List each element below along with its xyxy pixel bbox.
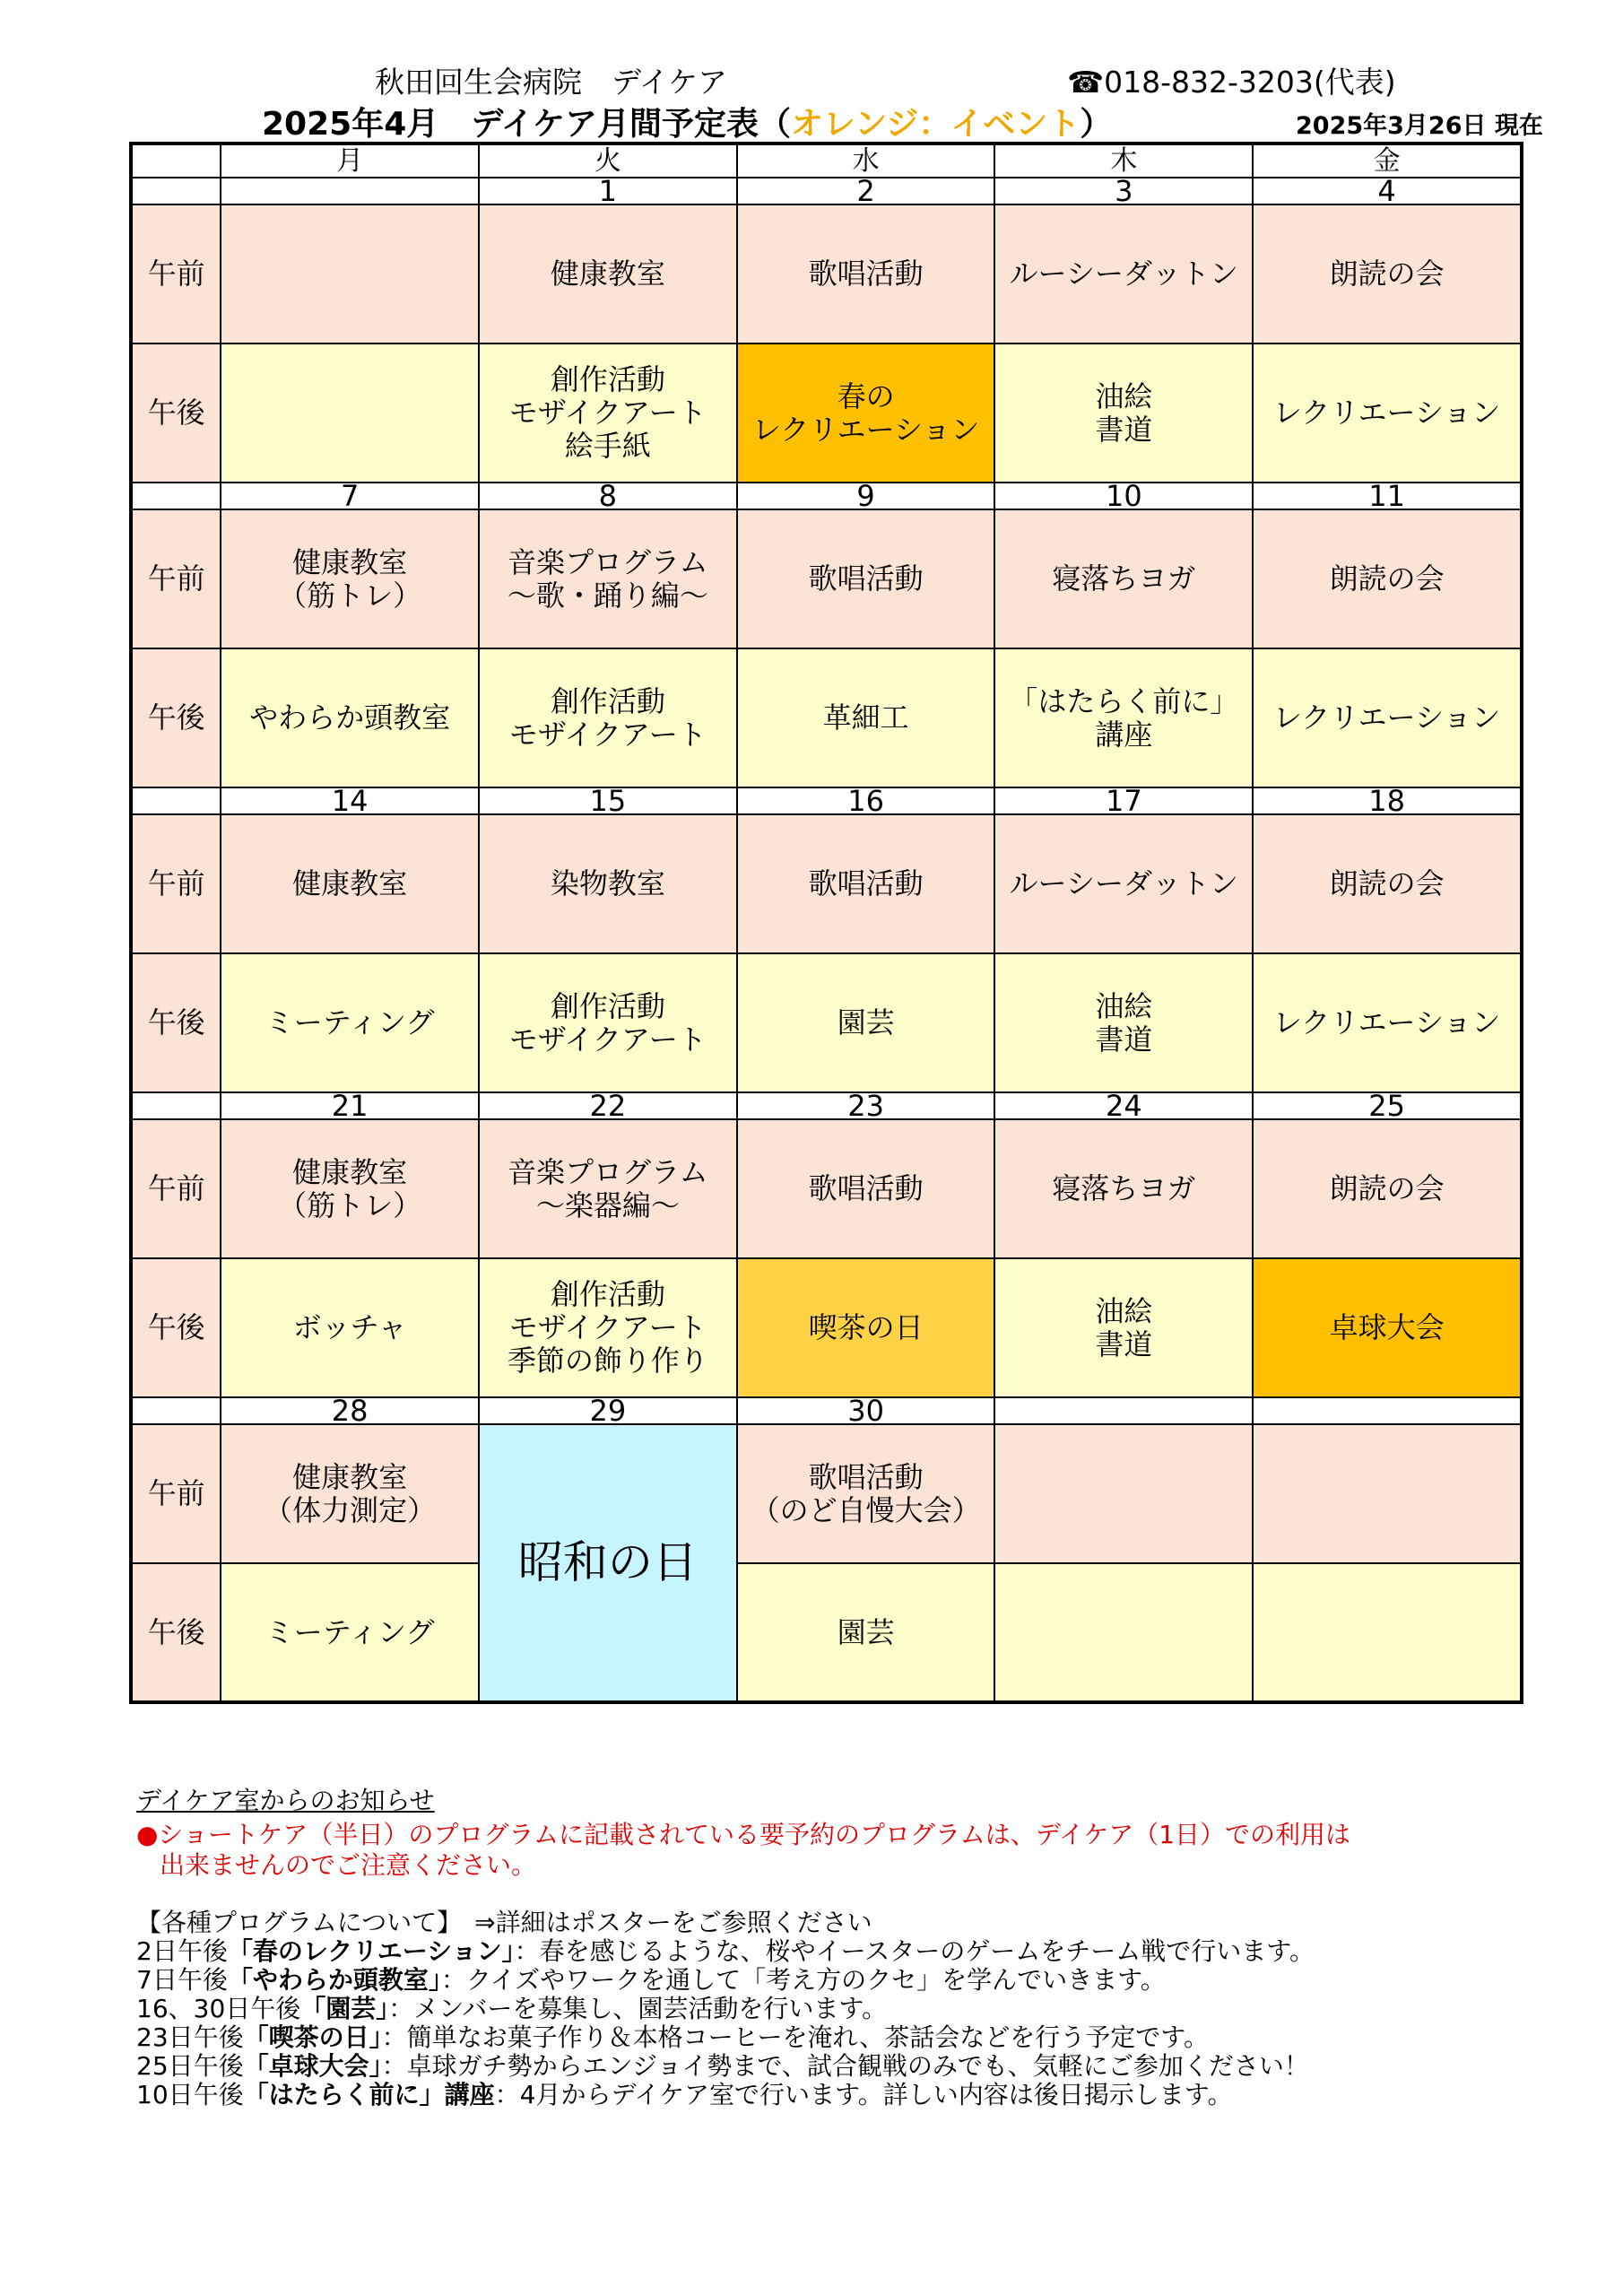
am-label: 午前 [131, 204, 221, 344]
date-cell: 15 [479, 787, 737, 814]
schedule-line: 寝落ちヨガ [1052, 561, 1196, 596]
schedule-cell [221, 953, 479, 1092]
schedule-line: 書道 [1095, 1326, 1153, 1361]
schedule-line: レクリエーション [751, 412, 980, 447]
schedule-line: 創作活動 [550, 988, 665, 1023]
corner-cell [131, 144, 221, 178]
schedule-line: ルーシーダットン [1009, 866, 1238, 900]
schedule-cell [994, 814, 1253, 953]
date-cell: 30 [737, 1397, 995, 1424]
date-cell: 14 [221, 787, 479, 814]
schedule-line: 健康教室 [292, 866, 408, 900]
schedule-cell [994, 1424, 1253, 1563]
schedule-cell [479, 814, 737, 953]
date-cell: 1 [479, 178, 737, 204]
schedule-cell [221, 1563, 479, 1702]
schedule-line: 絵手紙 [564, 429, 651, 463]
schedule-cell [1253, 1258, 1522, 1397]
schedule-line: （筋トレ） [278, 1187, 422, 1222]
schedule-line: レクリエーション [1272, 1005, 1501, 1039]
title-end: ） [1080, 106, 1113, 143]
schedule-cell [1253, 1119, 1522, 1258]
schedule-cell [994, 1119, 1253, 1258]
schedule-cell [994, 648, 1253, 787]
date-row [131, 787, 1522, 814]
schedule-line: 歌唱活動 [808, 561, 924, 596]
schedule-cell [994, 509, 1253, 648]
schedule-line: （体力測定） [264, 1492, 437, 1527]
program-description: ：4月からデイケア室で行います。詳しい内容は後日掲示します。 [494, 2080, 1233, 2109]
schedule-cell [1253, 344, 1522, 483]
schedule-cell [737, 814, 995, 953]
schedule-cell [1253, 204, 1522, 344]
weekday-3: 木 [994, 144, 1253, 178]
schedule-cell [479, 509, 737, 648]
schedule-line: 朗読の会 [1329, 866, 1445, 900]
schedule-line: 健康教室 [292, 544, 408, 579]
weekday-header-row [131, 144, 1522, 178]
program-date: 23日午後 [136, 2022, 244, 2052]
schedule-line: やわらか頭教室 [249, 700, 451, 735]
am-row [131, 1119, 1522, 1258]
date-row-label [131, 1092, 221, 1119]
schedule-line: 創作活動 [550, 362, 665, 396]
schedule-cell [737, 1258, 995, 1397]
schedule-line: ルーシーダットン [1009, 257, 1238, 291]
am-label: 午前 [131, 1424, 221, 1563]
schedule-line: 油絵 [1095, 1293, 1153, 1328]
schedule-line: 寝落ちヨガ [1052, 1171, 1196, 1205]
schedule-line: 卓球大会 [1329, 1310, 1445, 1344]
am-row [131, 204, 1522, 344]
schedule-line: 季節の飾り作り [507, 1344, 708, 1378]
schedule-line: （のど自慢大会） [751, 1492, 981, 1527]
notice-red-line-1: ●ショートケア（半日）のプログラムに記載されている要予約のプログラムは、デイケア（1日）での利用は [136, 1820, 1351, 1849]
program-item [136, 1995, 887, 2023]
schedule-cell [221, 1424, 479, 1563]
schedule-cell [737, 1424, 995, 1563]
pm-row [131, 648, 1522, 787]
schedule-line: 健康教室 [292, 1459, 408, 1494]
schedule-line: 朗読の会 [1329, 257, 1445, 291]
schedule-line: 歌唱活動 [808, 1459, 924, 1494]
schedule-cell [479, 648, 737, 787]
program-item [136, 1966, 1166, 1995]
schedule-cell [1253, 953, 1522, 1092]
schedule-line: 園芸 [837, 1614, 895, 1649]
schedule-line: 歌唱活動 [808, 866, 924, 900]
program-name: 「園芸」 [300, 1994, 389, 2023]
date-cell [994, 1397, 1253, 1424]
date-cell: 22 [479, 1092, 737, 1119]
date-row [131, 1092, 1522, 1119]
pm-label: 午後 [131, 344, 221, 483]
am-row [131, 1424, 1522, 1563]
date-cell: 17 [994, 787, 1253, 814]
date-row [131, 1397, 1522, 1424]
date-cell: 4 [1253, 178, 1522, 204]
schedule-cell [221, 344, 479, 483]
pm-label: 午後 [131, 1258, 221, 1397]
am-label: 午前 [131, 509, 221, 648]
schedule-line: モザイクアート [508, 1022, 707, 1057]
date-cell: 10 [994, 483, 1253, 509]
program-description: ：メンバーを募集し、園芸活動を行います。 [388, 1994, 888, 2023]
program-date: 25日午後 [136, 2051, 244, 2081]
pm-row [131, 1258, 1522, 1397]
schedule-cell [479, 344, 737, 483]
schedule-line: 革細工 [822, 700, 909, 735]
weekday-2: 水 [737, 144, 995, 178]
page-title [262, 99, 1112, 144]
schedule-line: モザイクアート [508, 717, 707, 752]
schedule-line: 油絵 [1095, 378, 1153, 413]
schedule-cell [994, 1258, 1253, 1397]
am-label: 午前 [131, 814, 221, 953]
schedule-cell [221, 814, 479, 953]
date-row [131, 178, 1522, 204]
schedule-cell [1253, 509, 1522, 648]
date-cell [1253, 1397, 1522, 1424]
date-row-label [131, 483, 221, 509]
schedule-cell [221, 1119, 479, 1258]
schedule-line: ～歌・踊り編～ [507, 578, 708, 613]
program-description: ：クイズやワークを通して「考え方のクセ」を学んでいきます。 [440, 1965, 1166, 1995]
program-item [136, 2023, 1209, 2052]
date-row-label [131, 1397, 221, 1424]
date-cell: 21 [221, 1092, 479, 1119]
schedule-cell [737, 648, 995, 787]
schedule-line: 朗読の会 [1329, 561, 1445, 596]
schedule-calendar [129, 142, 1523, 1704]
schedule-line: 朗読の会 [1329, 1171, 1445, 1205]
schedule-line: 音楽プログラム [508, 1154, 708, 1189]
notice-red-line-2: 出来ませんのでご注意ください。 [160, 1850, 537, 1880]
schedule-cell [1253, 814, 1522, 953]
schedule-line: 書道 [1095, 1022, 1153, 1057]
schedule-line: 歌唱活動 [808, 1171, 924, 1205]
pm-label: 午後 [131, 953, 221, 1092]
date-cell: 2 [737, 178, 995, 204]
weekday-4: 金 [1253, 144, 1522, 178]
schedule-cell [221, 1258, 479, 1397]
schedule-line: 「はたらく前に」 [1009, 683, 1239, 718]
pm-row [131, 953, 1522, 1092]
program-name: 「やわらか頭教室」 [227, 1965, 441, 1995]
schedule-line: 園芸 [837, 1005, 895, 1039]
schedule-line: モザイクアート [508, 396, 707, 430]
program-name: 「喫茶の日」 [243, 2022, 382, 2052]
schedule-line: ボッチャ [292, 1310, 407, 1344]
schedule-cell [1253, 648, 1522, 787]
date-row [131, 483, 1522, 509]
as-of-date: 2025年3月26日 現在 [1296, 112, 1543, 140]
program-item [136, 1937, 1315, 1966]
schedule-line: 健康教室 [550, 257, 665, 291]
program-date: 10日午後 [136, 2080, 244, 2109]
date-cell: 9 [737, 483, 995, 509]
schedule-line: ～楽器編～ [535, 1187, 680, 1222]
program-description: ：春を感じるような、桜やイースターのゲームをチーム戦で行います。 [514, 1936, 1315, 1966]
schedule-cell [737, 953, 995, 1092]
schedule-cell [479, 1258, 737, 1397]
notice-heading: デイケア室からのお知らせ [136, 1786, 435, 1815]
program-item [136, 2052, 1309, 2081]
schedule-line: 健康教室 [292, 1154, 408, 1189]
pm-label: 午後 [131, 1563, 221, 1702]
schedule-line: 創作活動 [550, 1277, 665, 1311]
schedule-cell [737, 344, 995, 483]
date-cell: 16 [737, 787, 995, 814]
schedule-line: レクリエーション [1272, 396, 1501, 430]
am-row [131, 814, 1522, 953]
program-name: 「春のレクリエーション」 [227, 1936, 515, 1966]
date-cell: 24 [994, 1092, 1253, 1119]
date-cell: 18 [1253, 787, 1522, 814]
schedule-cell [1253, 1424, 1522, 1563]
phone-number: ☎018-832-3203(代表) [1067, 65, 1396, 100]
holiday-cell: 昭和の日 [479, 1424, 737, 1702]
schedule-line: 春の [837, 378, 895, 413]
date-cell: 7 [221, 483, 479, 509]
schedule-cell [1253, 1563, 1522, 1702]
schedule-line: 歌唱活動 [808, 257, 924, 291]
schedule-line: 染物教室 [550, 866, 665, 900]
program-date: 2日午後 [136, 1936, 228, 1966]
schedule-line: 書道 [1095, 412, 1153, 447]
schedule-cell [994, 953, 1253, 1092]
schedule-cell [994, 1563, 1253, 1702]
schedule-cell [479, 953, 737, 1092]
schedule-line: 創作活動 [550, 683, 665, 718]
program-name: 「卓球大会」 [243, 2051, 382, 2081]
am-label: 午前 [131, 1119, 221, 1258]
program-date: 16、30日午後 [136, 1994, 301, 2023]
schedule-cell [221, 648, 479, 787]
schedule-line: モザイクアート [508, 1310, 707, 1344]
schedule-line: レクリエーション [1272, 700, 1501, 735]
date-row-label [131, 787, 221, 814]
schedule-line: ミーティング [265, 1005, 435, 1039]
hospital-name: 秋田回生会病院 デイケア [375, 65, 728, 100]
schedule-cell [221, 204, 479, 344]
schedule-cell [221, 509, 479, 648]
title-orange-legend: オレンジ：イベント [791, 106, 1081, 143]
program-name: 「はたらく前に」講座 [243, 2080, 495, 2109]
date-cell: 23 [737, 1092, 995, 1119]
date-cell [221, 178, 479, 204]
weekday-1: 火 [479, 144, 737, 178]
schedule-line: （筋トレ） [278, 578, 422, 613]
schedule-line: 音楽プログラム [508, 544, 708, 579]
weekday-0: 月 [221, 144, 479, 178]
date-cell: 8 [479, 483, 737, 509]
date-cell: 29 [479, 1397, 737, 1424]
schedule-cell [994, 204, 1253, 344]
schedule-cell [479, 1119, 737, 1258]
programs-heading: 【各種プログラムについて】 ⇒詳細はポスターをご参照ください [136, 1908, 872, 1937]
date-cell: 28 [221, 1397, 479, 1424]
schedule-cell [737, 509, 995, 648]
program-item [136, 2081, 1232, 2109]
schedule-line: 油絵 [1095, 988, 1153, 1023]
schedule-cell [737, 204, 995, 344]
date-cell: 25 [1253, 1092, 1522, 1119]
pm-row [131, 1563, 1522, 1702]
schedule-line: 喫茶の日 [808, 1310, 924, 1344]
pm-label: 午後 [131, 648, 221, 787]
schedule-cell [737, 1119, 995, 1258]
program-date: 7日午後 [136, 1965, 228, 1995]
program-description: ：簡単なお菓子作り＆本格コーヒーを淹れ、茶話会などを行う予定です。 [381, 2022, 1209, 2052]
date-row-label [131, 178, 221, 204]
schedule-line: 講座 [1095, 717, 1153, 752]
date-cell: 3 [994, 178, 1253, 204]
schedule-line: ミーティング [265, 1614, 435, 1649]
title-main: 2025年4月 デイケア月間予定表（ [262, 106, 792, 143]
schedule-cell [994, 344, 1253, 483]
am-row [131, 509, 1522, 648]
date-cell: 11 [1253, 483, 1522, 509]
pm-row [131, 344, 1522, 483]
schedule-cell [737, 1563, 995, 1702]
schedule-cell [479, 204, 737, 344]
program-description: ：卓球ガチ勢からエンジョイ勢まで、試合観戦のみでも、気軽にご参加ください！ [381, 2051, 1309, 2081]
